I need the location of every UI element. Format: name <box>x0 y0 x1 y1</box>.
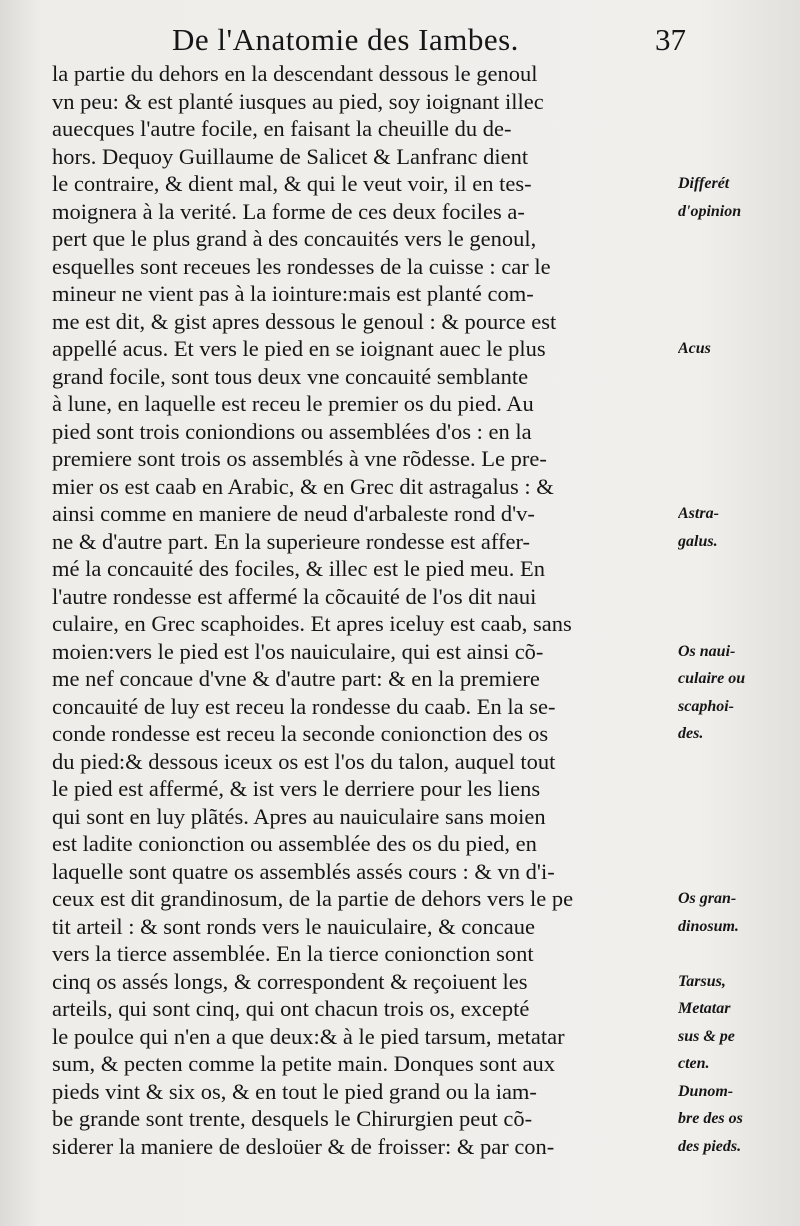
page-number: 37 <box>655 22 686 57</box>
text-line: mé la concauité des fociles, & illec est le pied meu. En <box>52 556 545 581</box>
text-line: esquelles sont receues les rondesses de la cuisse : car le <box>52 253 551 279</box>
running-title: De l'Anatomie des Iambes. <box>172 22 519 57</box>
margin-note: scaphoi- <box>678 697 734 715</box>
text-line: appellé acus. Et vers le pied en se ioignant auec le plus <box>52 336 546 361</box>
text-line: ne & d'autre part. En la superieure rondesse est affer- <box>52 528 530 554</box>
text-line: la partie du dehors en la descendant dessous le genoul <box>52 61 538 86</box>
text-line: sum, & pecten comme la petite main. Donques sont aux <box>52 1051 556 1076</box>
margin-note: Os gran- <box>678 890 737 907</box>
text-line: le poulce qui n'en a que deux:& à le pied tarsum, metatar <box>52 1023 565 1049</box>
text-line: pieds vint & six os, & en tout le pied grand ou la iam- <box>52 1078 537 1104</box>
text-line: à lune, en laquelle est receu le premier os du pied. Au <box>52 391 534 416</box>
margin-note: dinosum. <box>678 917 739 935</box>
text-line: me nef concaue d'vne & d'autre part: & en la premiere <box>52 666 540 691</box>
text-line: cinq os assés longs, & correspondent & reçoiuent les <box>52 968 528 994</box>
text-line: concauité de luy est receu la rondesse du caab. En la se- <box>52 693 556 719</box>
text-line: laquelle sont quatre os assemblés assés cours : & vn d'i- <box>52 858 555 884</box>
text-line: qui sont en luy plãtés. Apres au nauiculaire sans moien <box>52 803 546 829</box>
text-line: tit arteil : & sont ronds vers le nauiculaire, & concaue <box>52 913 535 939</box>
text-line: pert que le plus grand à des concauités vers le genoul, <box>52 226 537 251</box>
margin-note: des pieds. <box>678 1137 742 1155</box>
text-line: du pied:& dessous iceux os est l'os du talon, auquel tout <box>52 748 556 774</box>
text-line: pied sont trois coniondions ou assemblées d'os : en la <box>52 418 532 444</box>
text-line: hors. Dequoy Guillaume de Salicet & Lanfranc dient <box>52 143 529 169</box>
text-line: vn peu: & est planté iusques au pied, soy ioignant illec <box>52 88 544 114</box>
margin-note: bre des os <box>678 1110 743 1127</box>
margin-note: des. <box>678 725 704 742</box>
text-line: culaire, en Grec scaphoides. Et apres iceluy est caab, sans <box>52 611 572 636</box>
margin-note: Os naui- <box>678 642 736 660</box>
body-text <box>52 60 682 1160</box>
margin-note: galus. <box>678 532 718 550</box>
text-line: arteils, qui sont cinq, qui ont chacun trois os, excepté <box>52 996 530 1021</box>
text-line: premiere sont trois os assemblés à vne rõdesse. Le pre- <box>52 446 547 471</box>
page-header <box>150 18 710 62</box>
text-line: conde rondesse est receu la seconde conionction des os <box>52 721 549 746</box>
margin-note: Dunom- <box>678 1082 734 1100</box>
text-line: ainsi comme en maniere de neud d'arbaleste rond d'v- <box>52 501 535 526</box>
text-line: be grande sont trente, desquels le Chirurgien peut cõ- <box>52 1106 533 1131</box>
text-line: mineur ne vient pas à la iointure:mais est planté com- <box>52 281 534 306</box>
text-line: auecques l'autre focile, en faisant la cheuille du de- <box>52 116 512 141</box>
margin-note: cten. <box>678 1055 710 1072</box>
text-line: ceux est dit grandinosum, de la partie de dehors vers le pe <box>52 886 574 911</box>
margin-note: Metatar <box>678 1000 731 1017</box>
margin-note: culaire ou <box>678 670 746 687</box>
text-line: vers la tierce assemblée. En la tierce conionction sont <box>52 941 534 966</box>
margin-note: Tarsus, <box>678 972 726 990</box>
margin-note: d'opinion <box>678 202 742 220</box>
text-line: grand focile, sont tous deux vne concauité semblante <box>52 363 529 389</box>
text-line: le contraire, & dient mal, & qui le veut voir, il en tes- <box>52 171 532 196</box>
text-line: l'autre rondesse est affermé la cõcauité de l'os dit naui <box>52 583 537 609</box>
text-line: moignera à la verité. La forme de ces deux fociles a- <box>52 198 525 224</box>
text-line: siderer la maniere de desloüer & de froisser: & par con- <box>52 1133 555 1159</box>
text-line: mier os est caab en Arabic, & en Grec dit astragalus : & <box>52 473 554 499</box>
margin-note: Astra- <box>678 505 719 522</box>
margin-note: sus & pe <box>678 1027 735 1045</box>
margin-note: Differét <box>678 175 730 192</box>
margin-note: Acus <box>678 340 711 357</box>
text-line: est ladite conionction ou assemblée des os du pied, en <box>52 831 537 856</box>
text-line: le pied est affermé, & ist vers le derriere pour les liens <box>52 776 541 801</box>
text-line: moien:vers le pied est l'os nauiculaire, qui est ainsi cõ- <box>52 638 544 664</box>
text-line: me est dit, & gist apres dessous le genoul : & pource est <box>52 308 557 334</box>
